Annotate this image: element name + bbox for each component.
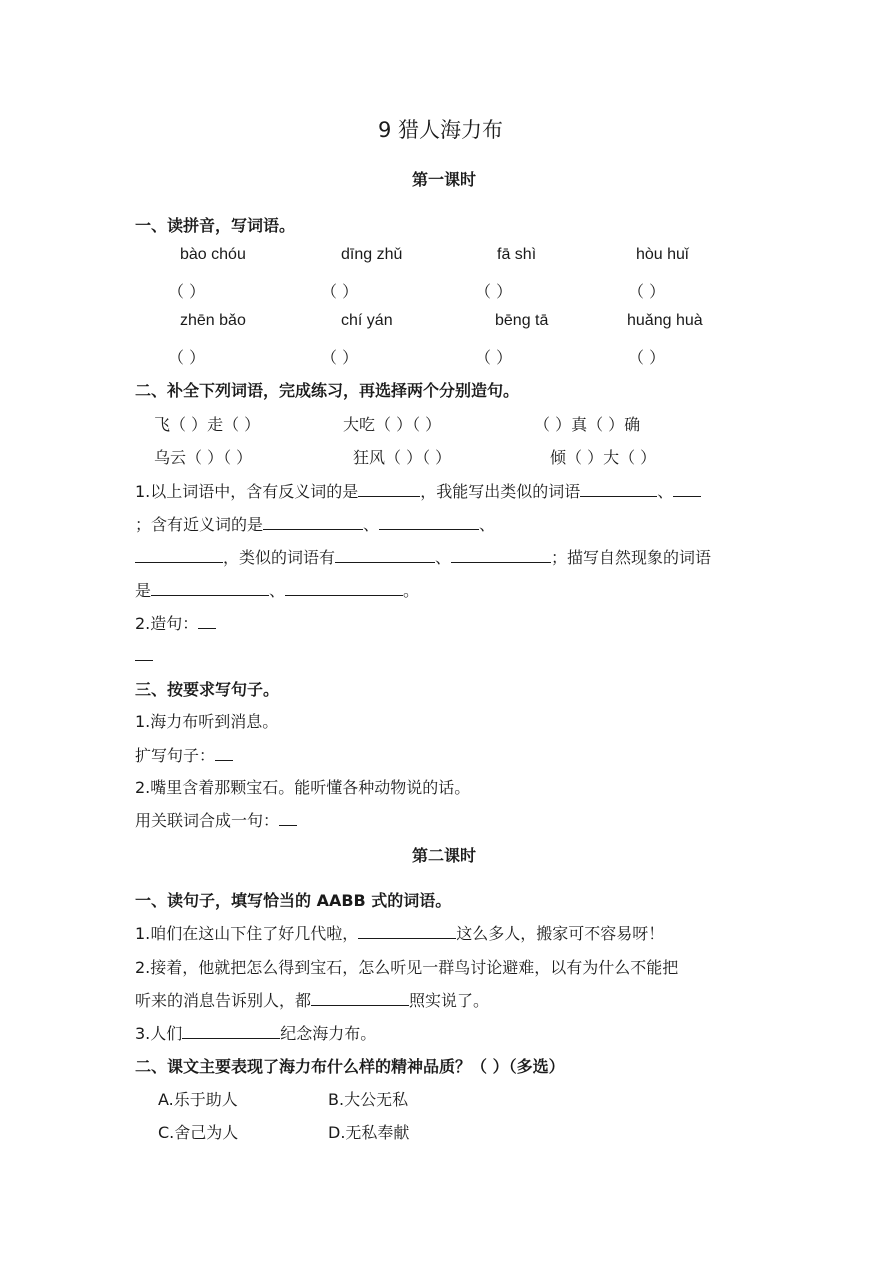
- fill-blank[interactable]: [451, 548, 551, 563]
- sentence: 2.嘴里含着那颗宝石。能听懂各种动物说的话。: [135, 778, 471, 797]
- text: 是: [135, 581, 152, 600]
- choice-option[interactable]: C.舍己为人: [158, 1123, 239, 1142]
- text: 扩写句子：: [135, 746, 216, 765]
- exercise-line: [135, 743, 233, 766]
- pinyin-item: bào chóu: [180, 246, 246, 263]
- choice-option[interactable]: A.乐于助人: [158, 1090, 238, 1109]
- text: ；描写自然现象的词语: [551, 548, 712, 567]
- lesson1-subtitle: 第一课时: [412, 170, 477, 189]
- text: 照实说了。: [409, 991, 490, 1010]
- text: 、: [363, 515, 380, 534]
- exercise-line: [135, 545, 711, 568]
- choice-option[interactable]: B.大公无私: [328, 1090, 409, 1109]
- lesson1-q3-heading: 三、按要求写句子。: [135, 680, 280, 699]
- text: 纪念海力布。: [280, 1024, 377, 1043]
- answer-paren[interactable]: （ ）: [168, 282, 206, 301]
- fill-blank[interactable]: [311, 991, 409, 1006]
- idiom-blank[interactable]: 乌云（ ）（ ）: [154, 448, 253, 467]
- lesson1-q1-heading: 一、读拼音，写词语。: [135, 216, 296, 235]
- fill-blank[interactable]: [580, 482, 657, 497]
- fill-blank[interactable]: [182, 1024, 280, 1039]
- answer-paren[interactable]: （ ）: [628, 282, 666, 301]
- fill-blank[interactable]: [215, 746, 233, 761]
- fill-blank[interactable]: [151, 581, 269, 596]
- fill-blank[interactable]: [379, 515, 479, 530]
- answer-paren[interactable]: （ ）: [628, 348, 666, 367]
- lesson2-q1-heading: 一、读句子，填写恰当的 AABB 式的词语。: [135, 891, 452, 910]
- text: 1.咱们在这山下住了好几代啦，: [135, 924, 359, 943]
- pinyin-item: chí yán: [341, 312, 393, 329]
- text: 、: [269, 581, 286, 600]
- answer-paren[interactable]: （ ）: [321, 348, 359, 367]
- lesson2-subtitle: 第二课时: [412, 846, 477, 865]
- page-title: 9 猎人海力布: [378, 118, 504, 142]
- text: ；含有近义词的是: [135, 515, 264, 534]
- answer-paren[interactable]: （ ）: [475, 348, 513, 367]
- text: 、: [479, 515, 496, 534]
- idiom-blank[interactable]: 狂风（ ）（ ）: [353, 448, 452, 467]
- text: 用关联词合成一句：: [135, 811, 280, 830]
- text: ，类似的词语有: [223, 548, 336, 567]
- fill-blank[interactable]: [198, 614, 216, 629]
- idiom-blank[interactable]: （ ）真（ ）确: [534, 415, 641, 434]
- lesson1-q2-heading: 二、补全下列词语，完成练习，再选择两个分别造句。: [135, 381, 520, 400]
- answer-paren[interactable]: （ ）: [475, 282, 513, 301]
- pinyin-item: dīng zhǔ: [341, 246, 403, 263]
- exercise-line: [135, 1021, 376, 1044]
- fill-blank[interactable]: [279, 811, 297, 826]
- text: 听来的消息告诉别人，都: [135, 991, 312, 1010]
- text: 1.以上词语中，含有反义词的是: [135, 482, 359, 501]
- fill-blank[interactable]: [135, 660, 153, 661]
- exercise-line: [135, 611, 216, 634]
- text: 这么多人，搬家可不容易呀！: [456, 924, 665, 943]
- fill-blank[interactable]: [263, 515, 363, 530]
- fill-blank[interactable]: [358, 482, 420, 497]
- text: 3.人们: [135, 1024, 183, 1043]
- idiom-blank[interactable]: 飞（ ）走（ ）: [154, 415, 261, 434]
- exercise-line: [135, 921, 664, 944]
- sentence: 1.海力布听到消息。: [135, 712, 279, 731]
- exercise-line: [135, 988, 489, 1011]
- text: 、: [435, 548, 452, 567]
- answer-paren[interactable]: （ ）: [321, 282, 359, 301]
- fill-blank[interactable]: [673, 482, 701, 497]
- pinyin-item: hòu huǐ: [636, 246, 689, 263]
- lesson2-q2-heading: 二、课文主要表现了海力布什么样的精神品质？（ ）（多选）: [135, 1057, 565, 1076]
- pinyin-item: zhēn bǎo: [180, 312, 246, 329]
- pinyin-item: fā shì: [497, 246, 537, 263]
- text: 2.造句：: [135, 614, 199, 633]
- fill-blank[interactable]: [285, 581, 403, 596]
- exercise-line: [135, 578, 419, 601]
- fill-blank[interactable]: [135, 548, 223, 563]
- exercise-line: [135, 808, 297, 831]
- idiom-blank[interactable]: 倾（ ）大（ ）: [550, 448, 657, 467]
- text: 。: [403, 581, 420, 600]
- text: ，我能写出类似的词语: [420, 482, 581, 501]
- pinyin-item: bēng tā: [495, 312, 549, 329]
- answer-paren[interactable]: （ ）: [168, 348, 206, 367]
- exercise-line: [135, 479, 701, 502]
- choice-option[interactable]: D.无私奉献: [328, 1123, 410, 1142]
- exercise-line: [135, 512, 495, 535]
- fill-blank[interactable]: [335, 548, 435, 563]
- pinyin-item: huǎng huà: [627, 312, 703, 329]
- idiom-blank[interactable]: 大吃（ ）（ ）: [343, 415, 442, 434]
- text: 、: [657, 482, 674, 501]
- fill-blank[interactable]: [358, 924, 456, 939]
- sentence: 2.接着，他就把怎么得到宝石，怎么听见一群鸟讨论避难，以有为什么不能把: [135, 958, 679, 977]
